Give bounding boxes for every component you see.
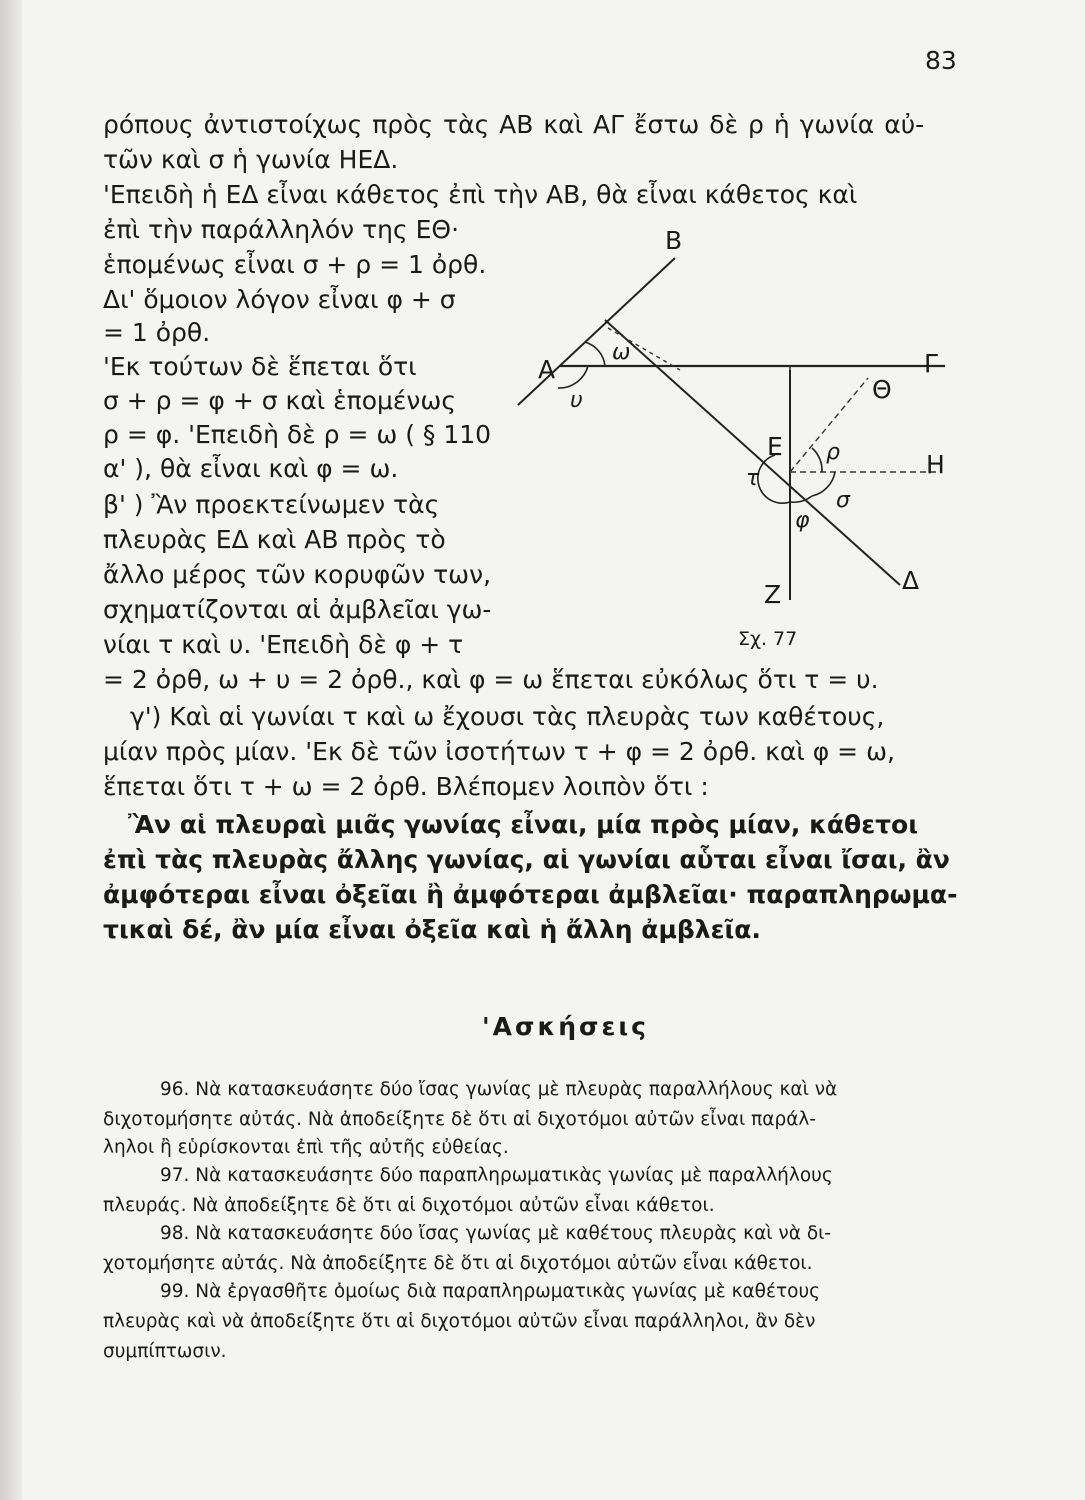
text-line: μίαν πρὸς μίαν. 'Εκ δὲ τῶν ἰσοτήτων τ + φ = 2 ὀρθ. καὶ φ = ω, bbox=[103, 737, 895, 766]
text-line: ἕπεται ὅτι τ + ω = 2 ὀρθ. Βλέπομεν λοιπὸν ὅτι : bbox=[103, 772, 709, 801]
text-line: νίαι τ καὶ υ. 'Επειδὴ δὲ φ + τ bbox=[103, 630, 464, 659]
text-line: σχηματίζονται αἱ ἀμβλεῖαι γω- bbox=[103, 595, 492, 624]
text-line: σ + ρ = φ + σ καὶ ἑπομένως bbox=[103, 386, 456, 415]
exercise-line: ληλοι ἢ εὑρίσκονται ἐπὶ τῆς αὐτῆς εὐθείας. bbox=[103, 1137, 509, 1158]
exercise-line: συμπίπτωσιν. bbox=[103, 1341, 227, 1362]
arc-sigma bbox=[812, 472, 835, 496]
theorem-line: τικαὶ δέ, ἂν μία εἶναι ὀξεῖα καὶ ἡ ἄλλη ἀμβλεῖα. bbox=[103, 915, 761, 944]
text-line: ἑπομένως εἶναι σ + ρ = 1 ὀρθ. bbox=[103, 250, 487, 279]
text-line: πλευρὰς ΕΔ καὶ ΑΒ πρὸς τὸ bbox=[103, 525, 446, 554]
exercise-line: χοτομήσητε αὐτάς. Νὰ ἀποδείξητε δὲ ὅτι αἱ διχοτόμοι αὐτῶν εἶναι κάθετοι. bbox=[103, 1253, 813, 1274]
angle-label-phi: φ bbox=[795, 508, 810, 533]
arc-upsilon bbox=[558, 366, 588, 388]
exercise-line: 98. Νὰ κατασκευάσητε δύο ἴσας γωνίας μὲ καθέτους πλευρὰς καὶ νὰ δι- bbox=[160, 1223, 832, 1244]
exercises-heading: 'Ασκήσεις bbox=[482, 1012, 649, 1041]
text-line: ρ = φ. 'Επειδὴ δὲ ρ = ω ( § 110 bbox=[103, 420, 492, 449]
figure-caption: Σχ. 77 bbox=[738, 628, 798, 650]
point-label-d: Δ bbox=[902, 566, 920, 595]
angle-label-rho: ρ bbox=[826, 440, 840, 465]
point-label-e: Ε bbox=[767, 432, 783, 461]
text-line: ἄλλο μέρος τῶν κορυφῶν των, bbox=[103, 560, 492, 589]
angle-label-tau: τ bbox=[746, 466, 760, 491]
text-line: 'Εκ τούτων δὲ ἕπεται ὅτι bbox=[103, 352, 417, 381]
angle-label-sigma: σ bbox=[836, 488, 850, 513]
page-shadow-edge bbox=[0, 0, 22, 1500]
exercise-line: διχοτομήσητε αὐτάς. Νὰ ἀποδείξητε δὲ ὅτι αἱ διχοτόμοι αὐτῶν εἶναι παράλ- bbox=[103, 1109, 817, 1130]
exercise-line: 97. Νὰ κατασκευάσητε δύο παραπληρωματικὰς γωνίας μὲ παραλλήλους bbox=[160, 1165, 833, 1186]
point-label-b: Β bbox=[665, 226, 683, 255]
text-line: 'Επειδὴ ἡ ΕΔ εἶναι κάθετος ἐπὶ τὴν ΑΒ, θὰ εἶναι κάθετος καὶ bbox=[103, 180, 858, 209]
exercise-line: πλευράς. Νὰ ἀποδείξητε δὲ ὅτι αἱ διχοτόμοι αὐτῶν εἶναι κάθετοι. bbox=[103, 1195, 715, 1216]
text-line: γ') Καὶ αἱ γωνίαι τ καὶ ω ἔχουσι τὰς πλευρὰς των καθέτους, bbox=[130, 702, 885, 731]
page-number: 83 bbox=[925, 46, 957, 75]
text-line: = 1 ὀρθ. bbox=[103, 318, 211, 347]
exercise-line: 99. Νὰ ἐργασθῆτε ὁμοίως διὰ παραπληρωματικὰς γωνίας μὲ καθέτους bbox=[160, 1281, 821, 1302]
point-label-h: Η bbox=[926, 450, 945, 479]
text-line: ρόπους ἀντιστοίχως πρὸς τὰς ΑΒ καὶ ΑΓ ἔστω δὲ ρ ἡ γωνία αὐ- bbox=[103, 110, 925, 139]
exercise-line: πλευρὰς καὶ νὰ ἀποδείξητε ὅτι αἱ διχοτόμοι αὐτῶν εἶναι παράλληλοι, ἂν δὲν bbox=[103, 1311, 816, 1332]
arc-omega bbox=[585, 342, 605, 366]
point-label-g: Γ bbox=[924, 349, 938, 378]
theorem-line: Ἂν αἱ πλευραὶ μιᾶς γωνίας εἶναι, μία πρὸς μίαν, κάθετοι bbox=[128, 810, 918, 839]
geometry-figure bbox=[500, 210, 960, 610]
angle-label-omega: ω bbox=[612, 340, 631, 365]
text-line: β' ) Ἂν προεκτείνωμεν τὰς bbox=[103, 490, 440, 519]
point-label-z: Ζ bbox=[764, 580, 782, 609]
theorem-line: ἀμφότεραι εἶναι ὀξεῖαι ἢ ἀμφότεραι ἀμβλεῖαι· παραπληρωμα- bbox=[103, 880, 958, 909]
point-label-theta: Θ bbox=[872, 375, 892, 404]
point-label-a: Α bbox=[538, 355, 556, 384]
arc-rho bbox=[812, 448, 822, 472]
text-line: = 2 ὀρθ, ω + υ = 2 ὀρθ., καὶ φ = ω ἕπεται εὐκόλως ὅτι τ = υ. bbox=[103, 665, 879, 694]
angle-label-upsilon: υ bbox=[570, 388, 583, 413]
line-ed bbox=[605, 320, 900, 585]
theorem-line: ἐπὶ τὰς πλευρὰς ἄλλης γωνίας, αἱ γωνίαι αὗται εἶναι ἴσαι, ἂν bbox=[103, 845, 950, 874]
exercise-line: 96. Νὰ κατασκευάσητε δύο ἴσας γωνίας μὲ πλευρὰς παραλλήλους καὶ νὰ bbox=[160, 1079, 838, 1100]
text-line: ἐπὶ τὴν παράλληλόν της ΕΘ· bbox=[103, 215, 460, 244]
text-line: α' ), θὰ εἶναι καὶ φ = ω. bbox=[103, 454, 399, 483]
text-line: Δι' ὅμοιον λόγον εἶναι φ + σ bbox=[103, 285, 456, 314]
text-line: τῶν καὶ σ ἡ γωνία ΗΕΔ. bbox=[103, 145, 399, 174]
